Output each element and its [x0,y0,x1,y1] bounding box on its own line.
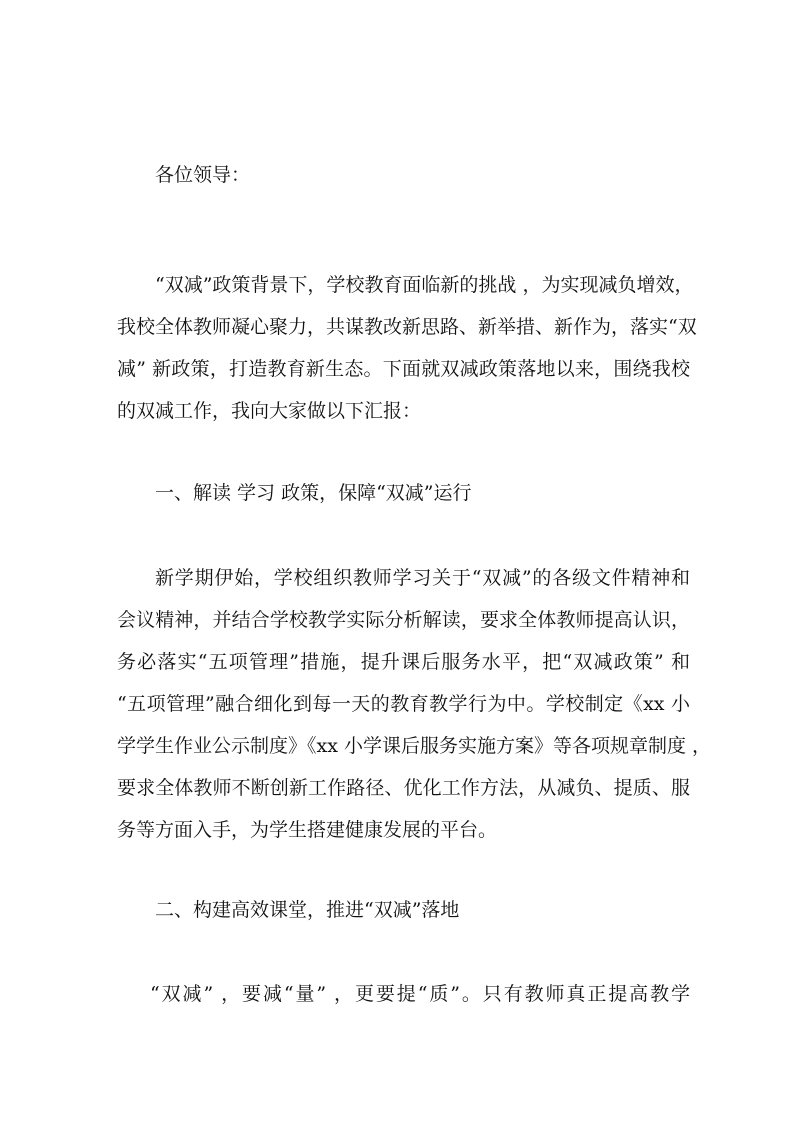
salutation: 各位领导： [155,164,251,186]
section1-line: 务等方面入手，为学生搭建健康发展的平台。 [117,819,498,841]
section-heading-2: 二、构建高效课堂，推进“双减”落地 [155,899,460,921]
intro-line: “双减”政策背景下，学校教育面临新的挑战 ，为实现减负增效， [155,274,694,296]
intro-line: 的双减工作，我向大家做以下汇报： [117,400,422,422]
section1-line: 学学生作业公示制度》《xx 小学课后服务实施方案》等各项规章制度 ， [117,735,712,757]
intro-line: 我校全体教师凝心聚力，共谋教改新思路、新举措、新作为，落实“双 [117,316,697,338]
section1-line: 务必落实“五项管理”措施，提升课后服务水平，把“双减政策” 和 [117,651,690,673]
section-heading-1: 一、解读 学习 政策，保障“双减”运行 [155,482,472,504]
section1-line: 要求全体教师不断创新工作路径、优化工作方法，从减负、提质、服 [117,777,690,799]
section1-line: “五项管理”融合细化到每一天的教育教学行为中。学校制定《xx 小 [117,693,690,715]
section1-line: 会议精神，并结合学校教学实际分析解读，要求全体教师提高认识， [117,609,690,631]
intro-line: 减” 新政策，打造教育新生态。下面就双减政策落地以来，围绕我校 [117,358,690,380]
section2-line: “双减” ，要减“量” ，更要提“质”。只有教师真正提高教学 [150,983,690,1005]
section1-line: 新学期伊始，学校组织教师学习关于“双减”的各级文件精神和 [155,567,690,589]
